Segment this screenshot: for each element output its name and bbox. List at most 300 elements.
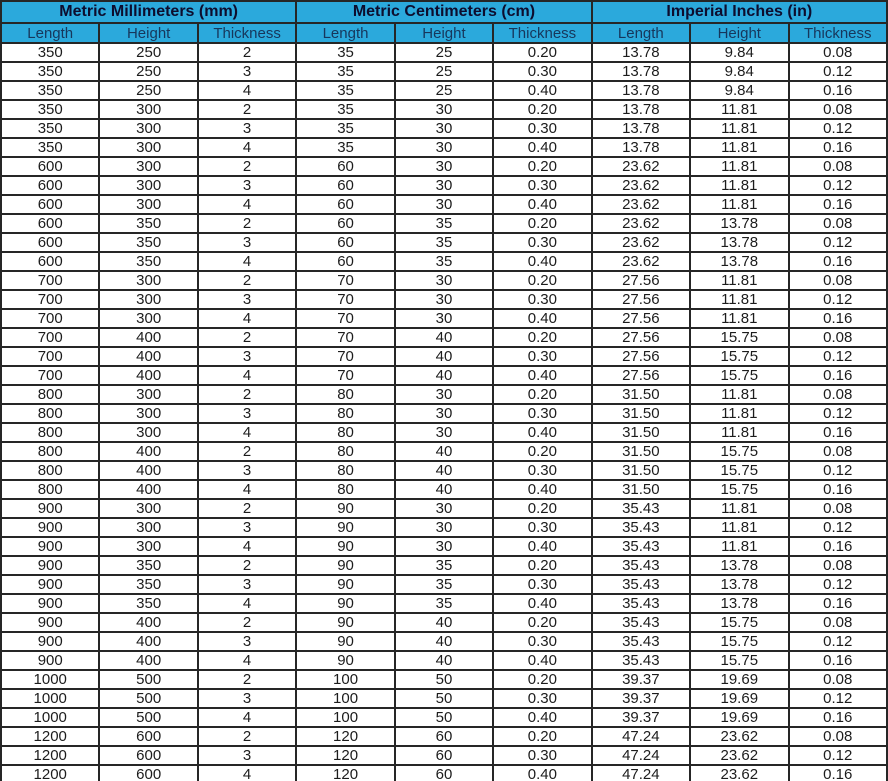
table-cell: 19.69 xyxy=(690,689,788,708)
table-cell: 250 xyxy=(99,81,197,100)
table-cell: 0.16 xyxy=(789,423,888,442)
column-header-cm-height: Height xyxy=(395,23,493,43)
column-header-mm-thickness: Thickness xyxy=(198,23,296,43)
table-cell: 300 xyxy=(99,385,197,404)
table-cell: 3 xyxy=(198,632,296,651)
table-cell: 3 xyxy=(198,518,296,537)
table-row xyxy=(1,575,887,594)
table-cell: 35.43 xyxy=(592,518,690,537)
table-cell: 50 xyxy=(395,708,493,727)
table-row xyxy=(1,119,887,138)
table-cell: 11.81 xyxy=(690,404,788,423)
table-cell: 0.30 xyxy=(493,347,591,366)
table-cell: 0.30 xyxy=(493,119,591,138)
table-cell: 31.50 xyxy=(592,442,690,461)
table-cell: 0.12 xyxy=(789,233,888,252)
table-cell: 11.81 xyxy=(690,176,788,195)
table-cell: 11.81 xyxy=(690,423,788,442)
table-cell: 100 xyxy=(296,708,394,727)
table-cell: 0.40 xyxy=(493,594,591,613)
table-row xyxy=(1,461,887,480)
table-cell: 350 xyxy=(1,138,99,157)
table-cell: 15.75 xyxy=(690,613,788,632)
table-cell: 4 xyxy=(198,651,296,670)
table-cell: 2 xyxy=(198,556,296,575)
table-cell: 800 xyxy=(1,442,99,461)
table-cell: 0.08 xyxy=(789,43,888,62)
table-cell: 2 xyxy=(198,100,296,119)
table-cell: 300 xyxy=(99,119,197,138)
table-cell: 4 xyxy=(198,537,296,556)
table-cell: 300 xyxy=(99,537,197,556)
table-cell: 3 xyxy=(198,404,296,423)
table-cell: 2 xyxy=(198,670,296,689)
table-cell: 0.16 xyxy=(789,195,888,214)
table-cell: 31.50 xyxy=(592,423,690,442)
table-cell: 500 xyxy=(99,689,197,708)
table-cell: 0.16 xyxy=(789,708,888,727)
table-cell: 3 xyxy=(198,233,296,252)
table-cell: 120 xyxy=(296,746,394,765)
table-cell: 70 xyxy=(296,271,394,290)
table-cell: 23.62 xyxy=(690,746,788,765)
table-cell: 13.78 xyxy=(592,138,690,157)
table-cell: 0.12 xyxy=(789,746,888,765)
table-cell: 0.16 xyxy=(789,480,888,499)
table-cell: 13.78 xyxy=(690,575,788,594)
table-cell: 0.16 xyxy=(789,309,888,328)
table-cell: 1200 xyxy=(1,746,99,765)
table-cell: 350 xyxy=(99,233,197,252)
table-cell: 27.56 xyxy=(592,347,690,366)
table-cell: 350 xyxy=(99,556,197,575)
table-cell: 23.62 xyxy=(592,176,690,195)
table-cell: 35.43 xyxy=(592,499,690,518)
table-row xyxy=(1,632,887,651)
table-row xyxy=(1,594,887,613)
table-row xyxy=(1,670,887,689)
table-cell: 900 xyxy=(1,499,99,518)
table-cell: 80 xyxy=(296,385,394,404)
table-cell: 40 xyxy=(395,366,493,385)
table-cell: 15.75 xyxy=(690,347,788,366)
table-cell: 900 xyxy=(1,518,99,537)
table-cell: 30 xyxy=(395,157,493,176)
table-cell: 900 xyxy=(1,537,99,556)
table-cell: 90 xyxy=(296,518,394,537)
table-cell: 0.20 xyxy=(493,271,591,290)
table-cell: 2 xyxy=(198,727,296,746)
table-cell: 0.16 xyxy=(789,366,888,385)
table-cell: 800 xyxy=(1,423,99,442)
table-cell: 13.78 xyxy=(690,556,788,575)
table-cell: 27.56 xyxy=(592,290,690,309)
table-cell: 60 xyxy=(395,765,493,781)
table-row xyxy=(1,100,887,119)
table-cell: 9.84 xyxy=(690,81,788,100)
table-cell: 60 xyxy=(296,157,394,176)
group-header-row xyxy=(1,1,887,23)
table-cell: 700 xyxy=(1,347,99,366)
table-cell: 11.81 xyxy=(690,100,788,119)
table-cell: 3 xyxy=(198,176,296,195)
table-cell: 40 xyxy=(395,651,493,670)
table-cell: 23.62 xyxy=(690,727,788,746)
table-cell: 0.30 xyxy=(493,461,591,480)
table-cell: 0.20 xyxy=(493,328,591,347)
table-cell: 0.16 xyxy=(789,537,888,556)
table-row xyxy=(1,290,887,309)
table-cell: 400 xyxy=(99,480,197,499)
table-cell: 4 xyxy=(198,309,296,328)
table-cell: 4 xyxy=(198,252,296,271)
table-cell: 0.40 xyxy=(493,537,591,556)
table-cell: 60 xyxy=(296,214,394,233)
table-cell: 400 xyxy=(99,651,197,670)
table-row xyxy=(1,708,887,727)
table-cell: 1200 xyxy=(1,765,99,781)
table-row xyxy=(1,404,887,423)
table-cell: 23.62 xyxy=(592,195,690,214)
table-cell: 25 xyxy=(395,81,493,100)
table-row xyxy=(1,195,887,214)
table-cell: 600 xyxy=(1,157,99,176)
table-cell: 23.62 xyxy=(592,252,690,271)
table-cell: 23.62 xyxy=(592,157,690,176)
table-cell: 90 xyxy=(296,556,394,575)
table-cell: 4 xyxy=(198,138,296,157)
table-cell: 13.78 xyxy=(592,119,690,138)
table-cell: 300 xyxy=(99,138,197,157)
table-cell: 600 xyxy=(99,765,197,781)
table-row xyxy=(1,347,887,366)
table-cell: 13.78 xyxy=(690,233,788,252)
table-cell: 0.20 xyxy=(493,100,591,119)
table-cell: 300 xyxy=(99,518,197,537)
table-cell: 11.81 xyxy=(690,537,788,556)
table-cell: 39.37 xyxy=(592,670,690,689)
table-cell: 70 xyxy=(296,328,394,347)
table-cell: 400 xyxy=(99,366,197,385)
table-cell: 0.12 xyxy=(789,689,888,708)
table-cell: 0.08 xyxy=(789,100,888,119)
table-cell: 500 xyxy=(99,670,197,689)
column-header-in-thickness: Thickness xyxy=(789,23,888,43)
table-cell: 900 xyxy=(1,594,99,613)
table-cell: 60 xyxy=(296,195,394,214)
table-cell: 300 xyxy=(99,290,197,309)
table-cell: 120 xyxy=(296,765,394,781)
table-cell: 23.62 xyxy=(690,765,788,781)
table-cell: 3 xyxy=(198,290,296,309)
table-cell: 0.20 xyxy=(493,727,591,746)
table-cell: 90 xyxy=(296,613,394,632)
table-cell: 31.50 xyxy=(592,461,690,480)
table-cell: 350 xyxy=(1,119,99,138)
table-cell: 3 xyxy=(198,62,296,81)
table-cell: 23.62 xyxy=(592,214,690,233)
table-row xyxy=(1,518,887,537)
table-cell: 0.16 xyxy=(789,594,888,613)
table-cell: 300 xyxy=(99,100,197,119)
table-cell: 1000 xyxy=(1,670,99,689)
table-cell: 0.40 xyxy=(493,195,591,214)
table-cell: 0.12 xyxy=(789,632,888,651)
table-cell: 0.12 xyxy=(789,62,888,81)
table-cell: 0.16 xyxy=(789,81,888,100)
table-cell: 35 xyxy=(395,252,493,271)
table-cell: 0.20 xyxy=(493,499,591,518)
table-cell: 25 xyxy=(395,43,493,62)
table-cell: 60 xyxy=(296,176,394,195)
table-cell: 35.43 xyxy=(592,632,690,651)
table-cell: 15.75 xyxy=(690,366,788,385)
table-cell: 4 xyxy=(198,366,296,385)
table-cell: 30 xyxy=(395,290,493,309)
table-cell: 400 xyxy=(99,613,197,632)
table-cell: 4 xyxy=(198,765,296,781)
table-cell: 39.37 xyxy=(592,708,690,727)
table-row xyxy=(1,328,887,347)
table-cell: 0.20 xyxy=(493,556,591,575)
table-cell: 80 xyxy=(296,442,394,461)
table-row xyxy=(1,309,887,328)
table-cell: 30 xyxy=(395,176,493,195)
table-cell: 900 xyxy=(1,651,99,670)
table-row xyxy=(1,271,887,290)
table-cell: 11.81 xyxy=(690,290,788,309)
table-row xyxy=(1,81,887,100)
table-body xyxy=(1,43,887,781)
table-cell: 0.16 xyxy=(789,252,888,271)
table-cell: 100 xyxy=(296,689,394,708)
table-cell: 50 xyxy=(395,670,493,689)
table-cell: 15.75 xyxy=(690,461,788,480)
table-cell: 90 xyxy=(296,632,394,651)
table-cell: 0.08 xyxy=(789,499,888,518)
table-cell: 4 xyxy=(198,480,296,499)
table-cell: 0.40 xyxy=(493,708,591,727)
table-cell: 13.78 xyxy=(592,81,690,100)
table-cell: 30 xyxy=(395,138,493,157)
table-row xyxy=(1,385,887,404)
table-cell: 3 xyxy=(198,575,296,594)
table-cell: 30 xyxy=(395,537,493,556)
table-cell: 30 xyxy=(395,518,493,537)
table-cell: 19.69 xyxy=(690,708,788,727)
table-cell: 70 xyxy=(296,290,394,309)
table-row xyxy=(1,765,887,781)
table-cell: 35 xyxy=(395,233,493,252)
table-cell: 35.43 xyxy=(592,594,690,613)
table-cell: 0.08 xyxy=(789,328,888,347)
table-cell: 40 xyxy=(395,442,493,461)
table-cell: 31.50 xyxy=(592,480,690,499)
table-row xyxy=(1,252,887,271)
table-cell: 13.78 xyxy=(690,252,788,271)
table-cell: 11.81 xyxy=(690,138,788,157)
table-cell: 35 xyxy=(296,43,394,62)
table-cell: 2 xyxy=(198,43,296,62)
table-row xyxy=(1,537,887,556)
table-cell: 40 xyxy=(395,480,493,499)
table-row xyxy=(1,157,887,176)
table-cell: 0.20 xyxy=(493,157,591,176)
table-cell: 40 xyxy=(395,461,493,480)
table-cell: 4 xyxy=(198,594,296,613)
table-cell: 35 xyxy=(395,214,493,233)
table-cell: 35 xyxy=(296,62,394,81)
table-cell: 0.40 xyxy=(493,138,591,157)
table-cell: 3 xyxy=(198,689,296,708)
table-cell: 30 xyxy=(395,499,493,518)
table-cell: 800 xyxy=(1,461,99,480)
table-row xyxy=(1,423,887,442)
table-cell: 30 xyxy=(395,119,493,138)
table-cell: 2 xyxy=(198,385,296,404)
table-cell: 0.20 xyxy=(493,613,591,632)
table-cell: 300 xyxy=(99,157,197,176)
table-cell: 90 xyxy=(296,575,394,594)
table-cell: 27.56 xyxy=(592,271,690,290)
table-cell: 31.50 xyxy=(592,385,690,404)
table-cell: 700 xyxy=(1,271,99,290)
table-row xyxy=(1,214,887,233)
table-cell: 0.30 xyxy=(493,689,591,708)
column-header-in-length: Length xyxy=(592,23,690,43)
table-cell: 11.81 xyxy=(690,271,788,290)
table-cell: 11.81 xyxy=(690,119,788,138)
table-cell: 30 xyxy=(395,195,493,214)
table-cell: 70 xyxy=(296,309,394,328)
table-cell: 0.16 xyxy=(789,651,888,670)
table-cell: 40 xyxy=(395,328,493,347)
table-cell: 600 xyxy=(1,233,99,252)
column-header-cm-thickness: Thickness xyxy=(493,23,591,43)
table-cell: 300 xyxy=(99,404,197,423)
column-header-cm-length: Length xyxy=(296,23,394,43)
table-cell: 250 xyxy=(99,43,197,62)
table-cell: 47.24 xyxy=(592,746,690,765)
table-row xyxy=(1,62,887,81)
table-cell: 11.81 xyxy=(690,157,788,176)
table-row xyxy=(1,176,887,195)
table-cell: 2 xyxy=(198,328,296,347)
table-cell: 3 xyxy=(198,461,296,480)
table-cell: 30 xyxy=(395,404,493,423)
table-row xyxy=(1,499,887,518)
table-cell: 0.30 xyxy=(493,575,591,594)
table-cell: 350 xyxy=(99,575,197,594)
table-cell: 0.12 xyxy=(789,119,888,138)
table-row xyxy=(1,556,887,575)
table-cell: 3 xyxy=(198,347,296,366)
table-cell: 600 xyxy=(99,727,197,746)
table-cell: 0.20 xyxy=(493,670,591,689)
table-cell: 0.40 xyxy=(493,651,591,670)
column-header-row xyxy=(1,23,887,43)
table-cell: 35 xyxy=(296,119,394,138)
table-cell: 0.30 xyxy=(493,290,591,309)
table-cell: 0.08 xyxy=(789,442,888,461)
table-cell: 70 xyxy=(296,347,394,366)
table-cell: 2 xyxy=(198,613,296,632)
table-cell: 0.40 xyxy=(493,423,591,442)
table-cell: 23.62 xyxy=(592,233,690,252)
table-cell: 900 xyxy=(1,613,99,632)
table-cell: 40 xyxy=(395,632,493,651)
table-cell: 15.75 xyxy=(690,442,788,461)
table-cell: 900 xyxy=(1,575,99,594)
table-cell: 60 xyxy=(395,746,493,765)
table-cell: 70 xyxy=(296,366,394,385)
table-cell: 0.20 xyxy=(493,442,591,461)
table-cell: 1200 xyxy=(1,727,99,746)
table-cell: 90 xyxy=(296,594,394,613)
table-cell: 700 xyxy=(1,328,99,347)
table-cell: 0.16 xyxy=(789,765,888,781)
table-cell: 700 xyxy=(1,290,99,309)
group-header-metric-cm: Metric Centimeters (cm) xyxy=(296,1,591,23)
table-cell: 80 xyxy=(296,480,394,499)
table-cell: 350 xyxy=(1,81,99,100)
table-cell: 15.75 xyxy=(690,328,788,347)
table-cell: 80 xyxy=(296,423,394,442)
table-cell: 90 xyxy=(296,537,394,556)
table-cell: 300 xyxy=(99,309,197,328)
table-cell: 35 xyxy=(296,100,394,119)
table-cell: 11.81 xyxy=(690,385,788,404)
table-cell: 15.75 xyxy=(690,480,788,499)
table-cell: 350 xyxy=(99,594,197,613)
table-cell: 600 xyxy=(1,195,99,214)
table-cell: 1000 xyxy=(1,689,99,708)
table-cell: 11.81 xyxy=(690,195,788,214)
table-cell: 35 xyxy=(395,575,493,594)
table-cell: 0.30 xyxy=(493,176,591,195)
table-cell: 50 xyxy=(395,689,493,708)
group-header-imperial-in: Imperial Inches (in) xyxy=(592,1,887,23)
table-cell: 27.56 xyxy=(592,309,690,328)
table-row xyxy=(1,480,887,499)
table-cell: 35 xyxy=(296,138,394,157)
table-row xyxy=(1,689,887,708)
table-cell: 0.30 xyxy=(493,746,591,765)
table-cell: 0.08 xyxy=(789,670,888,689)
table-cell: 30 xyxy=(395,271,493,290)
table-cell: 400 xyxy=(99,632,197,651)
table-cell: 0.12 xyxy=(789,575,888,594)
table-cell: 4 xyxy=(198,423,296,442)
table-row xyxy=(1,366,887,385)
table-cell: 350 xyxy=(1,62,99,81)
table-cell: 350 xyxy=(1,43,99,62)
table-cell: 0.08 xyxy=(789,385,888,404)
table-cell: 4 xyxy=(198,708,296,727)
table-cell: 350 xyxy=(99,214,197,233)
table-cell: 500 xyxy=(99,708,197,727)
table-cell: 0.12 xyxy=(789,404,888,423)
table-cell: 600 xyxy=(1,176,99,195)
table-cell: 700 xyxy=(1,309,99,328)
table-row xyxy=(1,613,887,632)
table-cell: 0.08 xyxy=(789,556,888,575)
table-cell: 2 xyxy=(198,442,296,461)
table-cell: 600 xyxy=(1,214,99,233)
table-row xyxy=(1,43,887,62)
table-row xyxy=(1,442,887,461)
table-cell: 0.08 xyxy=(789,613,888,632)
